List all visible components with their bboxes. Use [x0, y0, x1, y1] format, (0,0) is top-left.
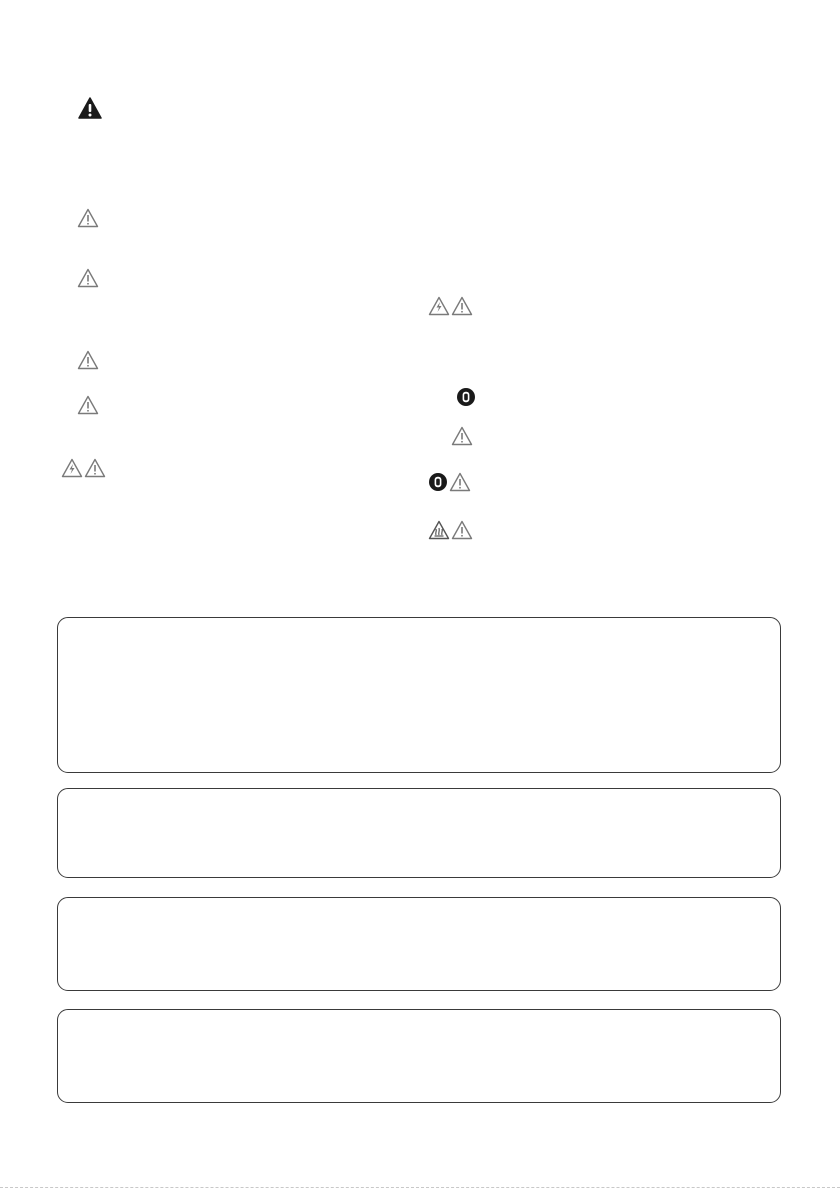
notice-box-2	[57, 788, 781, 878]
electric-warning-symbol-pair	[61, 458, 106, 478]
hot-surface-triangle-icon	[428, 520, 450, 540]
electric-shock-triangle-icon	[428, 296, 450, 316]
warning-triangle-icon	[451, 296, 473, 316]
mandatory-action-icon	[428, 472, 448, 492]
warning-triangle-icon	[77, 350, 99, 370]
notice-box-1	[57, 617, 781, 773]
danger-filled-triangle-icon	[78, 97, 102, 119]
warning-symbol	[77, 350, 99, 370]
warning-triangle-icon	[449, 472, 471, 492]
warning-triangle-icon	[77, 268, 99, 288]
notice-box-4	[57, 1009, 781, 1103]
warning-triangle-icon	[77, 208, 99, 228]
mandatory-warning-symbol-pair	[428, 472, 471, 492]
warning-symbol	[77, 208, 99, 228]
electric-warning-symbol-pair	[428, 296, 473, 316]
hot-surface-warning-symbol-pair	[428, 520, 473, 540]
warning-symbol	[77, 395, 99, 415]
electric-shock-triangle-icon	[61, 458, 83, 478]
danger-symbol	[78, 97, 102, 119]
page-bottom-rule	[0, 1187, 840, 1188]
mandatory-action-symbol	[456, 387, 476, 407]
notice-box-3	[57, 897, 781, 991]
warning-triangle-icon	[451, 520, 473, 540]
warning-symbol	[77, 268, 99, 288]
mandatory-action-icon	[456, 387, 476, 407]
warning-triangle-icon	[451, 426, 473, 446]
warning-triangle-icon	[77, 395, 99, 415]
warning-symbol	[451, 426, 473, 446]
warning-triangle-icon	[84, 458, 106, 478]
